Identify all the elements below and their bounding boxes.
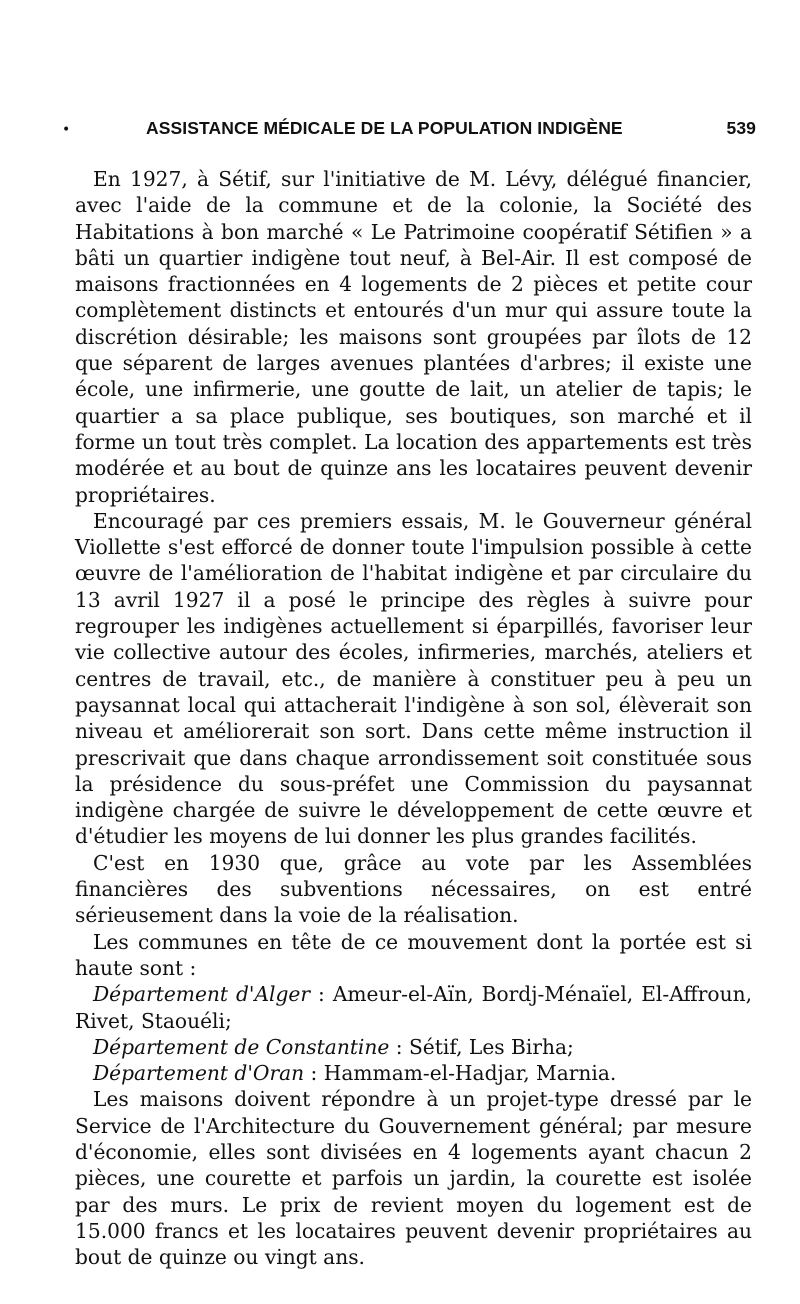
paragraph: Les communes en tête de ce mouvement dont la portée est si haute sont : [75, 929, 752, 980]
page-number: 539 [726, 118, 756, 138]
paragraph: Encouragé par ces premiers essais, M. le Gouverneur général Viollette s'est efforcé de donner toute l'impulsion possible à cette œuvre de l'amélioration de l'habitat indigène et par circulaire du 13 avril 1927 il a posé le principe des règles à suivre pour regrouper les indigènes actuellement si éparpillés, favoriser leur vie collective autour des écoles, infirmeries, marchés, ateliers et centres de travail, etc., de manière à constituer peu à peu un paysannat local qui attacherait l'indigène à son sol, élèverait son niveau et améliorerait son sort. Dans cette même instruction il prescrivait que dans chaque arrondissement soit constituée sous la présidence du sous-préfet une Commission du paysannat indigène chargée de suivre le développement de cette œuvre et d'étudier les moyens de lui donner les plus grandes facilités. [75, 508, 752, 849]
department-label: Département d'Oran [93, 1061, 305, 1086]
body-text [75, 166, 752, 1270]
commune-list: : Sétif, Les Birha; [389, 1034, 574, 1059]
margin-mark: • [62, 122, 71, 138]
running-header [146, 118, 756, 139]
commune-list: : Hammam-el-Hadjar, Marnia. [304, 1061, 617, 1086]
commune-list: : Ameur-el-Aïn, Bordj-Ménaïel, El-Affroun, Rivet, Staouéli; [75, 982, 752, 1033]
paragraph: C'est en 1930 que, grâce au vote par les Assemblées financières des subventions nécessaires, on est entré sérieusement dans la voie de la réalisation. [75, 850, 752, 928]
department-label: Département de Constantine [93, 1034, 390, 1059]
running-title: ASSISTANCE MÉDICALE DE LA POPULATION INDIGÈNE [146, 118, 623, 138]
department-constantine [75, 1034, 752, 1060]
paragraph: En 1927, à Sétif, sur l'initiative de M. Lévy, délégué financier, avec l'aide de la commune et de la colonie, la Société des Habitations à bon marché « Le Patrimoine coopératif Sétifien » a bâti un quartier indigène tout neuf, à Bel-Air. Il est composé de maisons fractionnées en 4 logements de 2 pièces et petite cour complètement distincts et entourés d'un mur qui assure toute la discrétion désirable; les maisons sont groupées par îlots de 12 que séparent de larges avenues plantées d'arbres; il existe une école, une infirmerie, une goutte de lait, un atelier de tapis; le quartier a sa place publique, ses boutiques, son marché et il forme un tout très complet. La location des appartements est très modérée et au bout de quinze ans les locataires peuvent devenir propriétaires. [75, 167, 752, 507]
department-label: Département d'Alger [93, 982, 311, 1007]
department-oran [75, 1060, 752, 1086]
paragraph: Les maisons doivent répondre à un projet-type dressé par le Service de l'Architecture du Gouvernement général; par mesure d'économie, elles sont divisées en 4 logements ayant chacun 2 pièces, une courette et parfois un jardin, la courette est isolée par des murs. Le prix de revient moyen du logement est de 15.000 francs et les locataires peuvent devenir propriétaires au bout de quinze ou vingt ans. [75, 1087, 752, 1270]
department-alger [75, 981, 752, 1034]
